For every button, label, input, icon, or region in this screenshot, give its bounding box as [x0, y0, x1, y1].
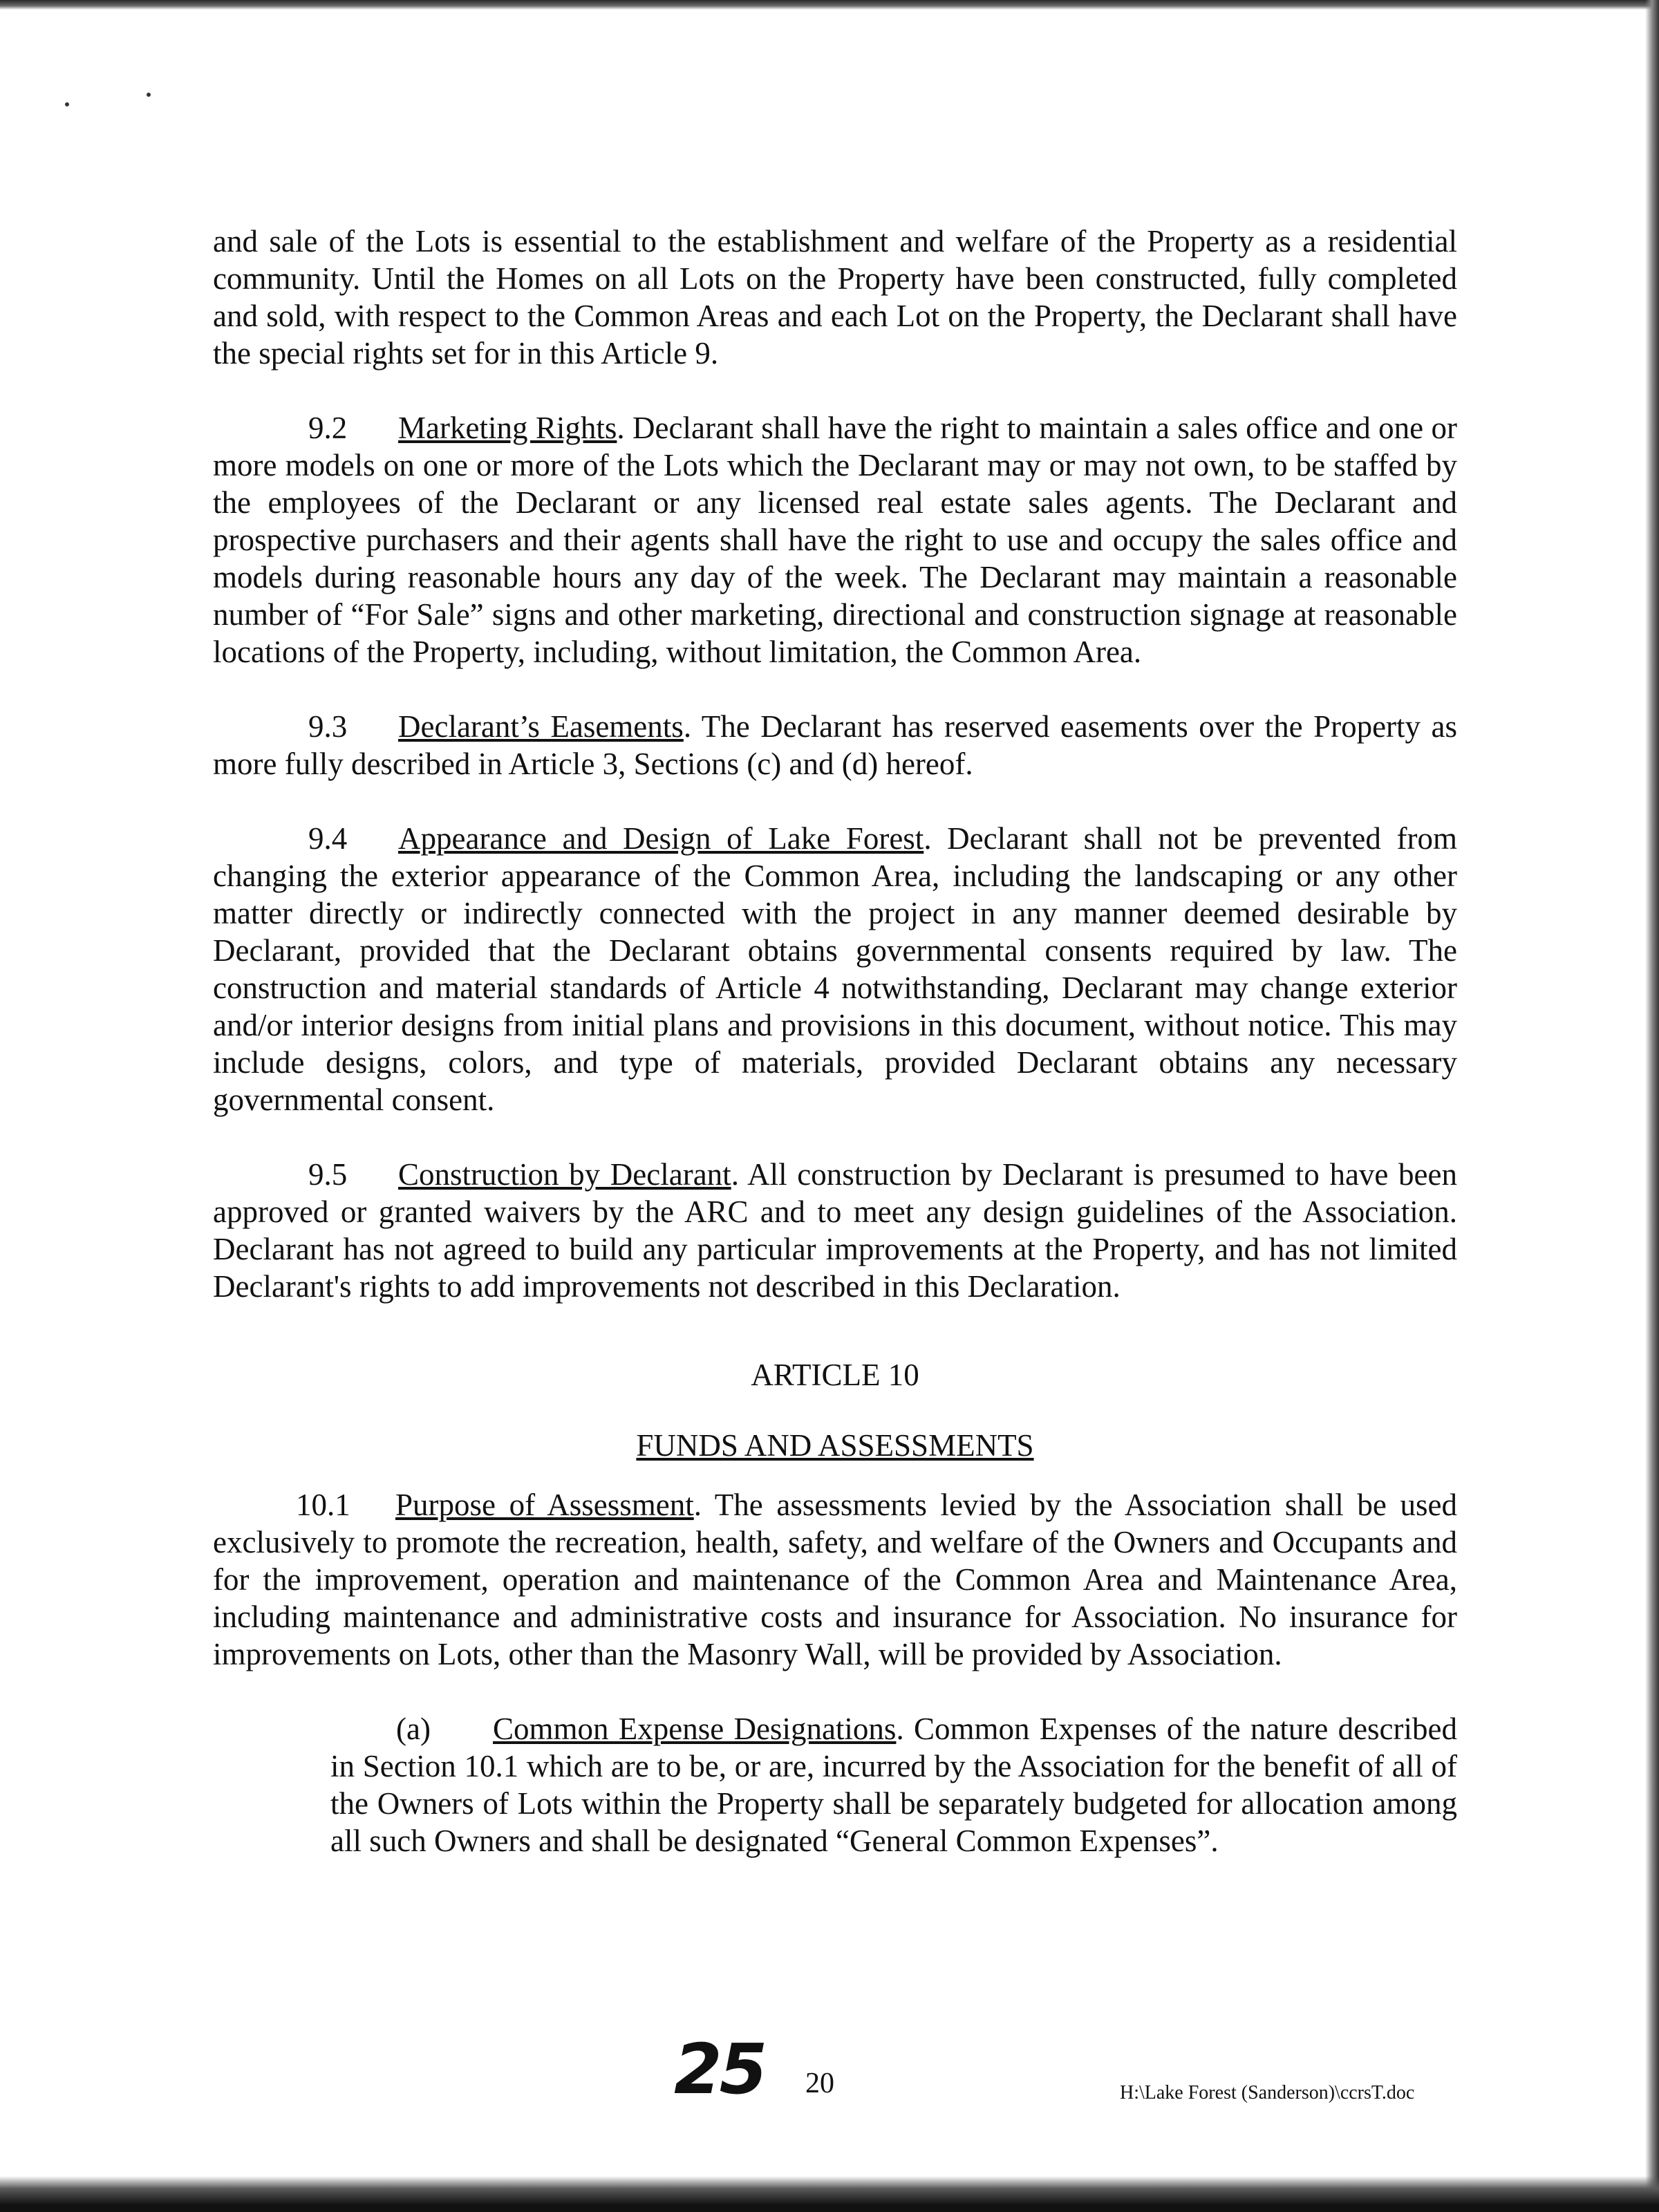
section-heading: Marketing Rights [398, 411, 617, 445]
section-body: . Declarant shall not be prevented from changing the exterior appearance of the Common Area, including the landscaping or any other matter directly or indirectly connected with the project in any manner deemed desirable by Declarant, provided that the Declarant obtains governmental consents required by law. The construction and material standards of Article 4 notwithstanding, Declarant may change exterior and/or interior designs from initial plans and provisions in this document, without notice. This may include designs, colors, and type of materials, provided Declarant obtains any necessary governmental consent. [213, 821, 1457, 1117]
subsection-number: (a) [396, 1712, 431, 1746]
section-number: 9.4 [308, 821, 348, 856]
section-number: 10.1 [296, 1488, 350, 1522]
section-9-3 [213, 708, 1457, 782]
scan-edge-right [1645, 0, 1659, 2212]
handwritten-page-number: 25 [674, 2029, 765, 2110]
section-heading: Construction by Declarant [398, 1157, 731, 1192]
section-body: . The Declarant has reserved easements over the Property as more fully described in Article 3, Sections (c) and (d) hereof. [213, 709, 1457, 781]
section-body: . All construction by Declarant is presumed to have been approved or granted waivers by the ARC and to meet any design guidelines of the Association. Declarant has not agreed to build any particular improvements at the Property, and has not limited Declarant's rights to add improvements not described in this Declaration. [213, 1157, 1457, 1304]
section-heading: Declarant’s Easements [398, 709, 684, 744]
section-body: . The assessments levied by the Association shall be used exclusively to promote the recreation, health, safety, and welfare of the Owners and Occupants and for the improvement, operation and maintenance of the Common Area and Maintenance Area, including maintenance and administrative costs and insurance for Association. No insurance for improvements on Lots, other than the Masonry Wall, will be provided by Association. [213, 1488, 1457, 1671]
section-9-5 [213, 1156, 1457, 1305]
section-9-2 [213, 409, 1457, 671]
section-heading: Purpose of Assessment [395, 1488, 694, 1522]
article-title: ARTICLE 10 [751, 1358, 919, 1392]
scan-speck [147, 93, 151, 97]
section-number: 9.5 [308, 1157, 348, 1192]
section-body: . Declarant shall have the right to maintain a sales office and one or more models on one or more of the Lots which the Declarant may or may not own, to be staffed by the employees of the Declarant or any licensed real estate sales agents. The Declarant and prospective purchasers and their agents shall have the right to use and occupy the sales office and models during reasonable hours any day of the week. The Declarant may maintain a reasonable number of “For Sale” signs and other marketing, directional and construction signage at reasonable locations of the Property, including, without limitation, the Common Area. [213, 411, 1458, 669]
subsection-heading: Common Expense Designations [493, 1712, 897, 1746]
section-9-4 [213, 820, 1457, 1118]
subsection-a [330, 1710, 1457, 1859]
section-number: 9.3 [308, 709, 348, 744]
subsection-body: . Common Expenses of the nature described in Section 10.1 which are to be, or are, incurred by the Association for the benefit of all of the Owners of Lots within the Property shall be separately budgeted for allocation among all such Owners and shall be designated “General Common Expenses”. [330, 1712, 1457, 1858]
scan-edge-top [0, 0, 1659, 10]
document-page [213, 223, 1457, 1859]
scan-speck [65, 102, 69, 106]
scan-edge-bottom [0, 2176, 1659, 2212]
section-10-1 [213, 1486, 1457, 1673]
intro-paragraph: and sale of the Lots is essential to the establishment and welfare of the Property as a residential community. Until the Homes on all Lots on the Property have been constructed, fully completed and sold, with respect to the Common Areas and each Lot on the Property, the Declarant shall have the special rights set for in this Article 9. [213, 224, 1457, 371]
section-number: 9.2 [308, 411, 348, 445]
file-path: H:\Lake Forest (Sanderson)\ccrsT.doc [1120, 2082, 1415, 2103]
page-number: 20 [805, 2068, 834, 2099]
subsection-block [213, 1710, 1457, 1859]
article-subtitle: FUNDS AND ASSESSMENTS [636, 1428, 1034, 1463]
section-heading: Appearance and Design of Lake Forest [398, 821, 924, 856]
